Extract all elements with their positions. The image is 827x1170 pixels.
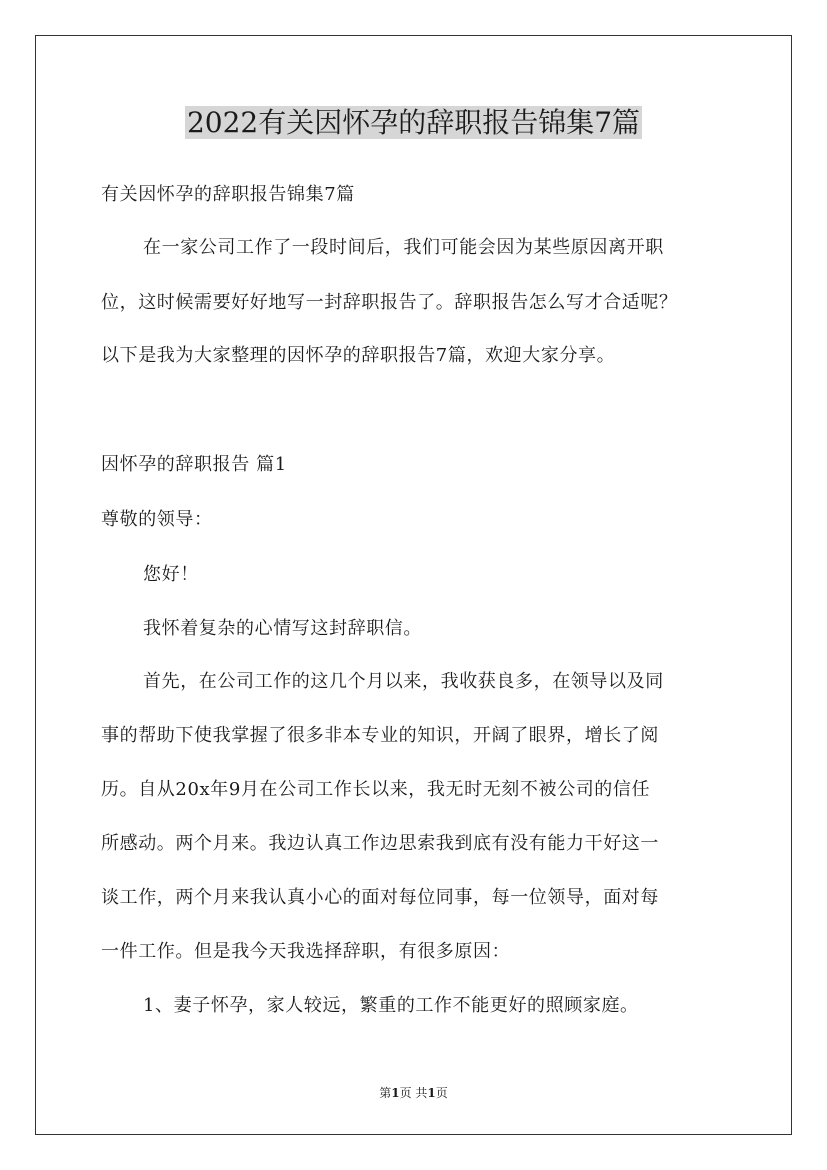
paragraph-line: 首先，在公司工作的这几个月以来，我收获良多，在领导以及同 [143,671,664,692]
list-item: 1、妻子怀孕，家人较远，繁重的工作不能更好的照顾家庭。 [143,995,639,1016]
paragraph: 我怀着复杂的心情写这封辞职信。 [143,618,422,639]
document-title [0,104,827,142]
page-suffix: 页 [435,1086,448,1100]
intro-line: 位，这时候需要好好地写一封辞职报告了。辞职报告怎么写才合适呢？ [101,292,678,313]
paragraph-line: 一件工作。但是我今天我选择辞职，有很多原因： [101,941,511,962]
intro-line: 在一家公司工作了一段时间后，我们可能会因为某些原因离开职 [143,237,664,258]
page-total: 1 [427,1086,436,1100]
document-subtitle: 有关因怀孕的辞职报告锦集7篇 [101,184,355,205]
paragraph-line: 事的帮助下使我掌握了很多非本专业的知识，开阔了眼界，增长了阅 [101,725,659,746]
page-footer [0,1085,827,1101]
paragraph-line: 所感动。两个月来。我边认真工作边思索我到底有没有能力干好这一 [101,833,659,854]
document-title-text: 2022有关因怀孕的辞职报告锦集7篇 [186,106,641,139]
page-mid: 页 共 [399,1086,428,1100]
salutation: 尊敬的领导： [101,509,213,530]
paragraph-line: 谈工作，两个月来我认真小心的面对每位同事，每一位领导，面对每 [101,887,659,908]
greeting: 您好！ [143,564,199,585]
section-heading: 因怀孕的辞职报告 篇1 [101,454,287,475]
page-prefix: 第 [379,1086,392,1100]
page-current: 1 [391,1086,400,1100]
paragraph-line: 历。自从20x年9月在公司工作长以来，我无时无刻不被公司的信任 [101,779,651,800]
intro-line: 以下是我为大家整理的因怀孕的辞职报告7篇，欢迎大家分享。 [101,345,616,366]
